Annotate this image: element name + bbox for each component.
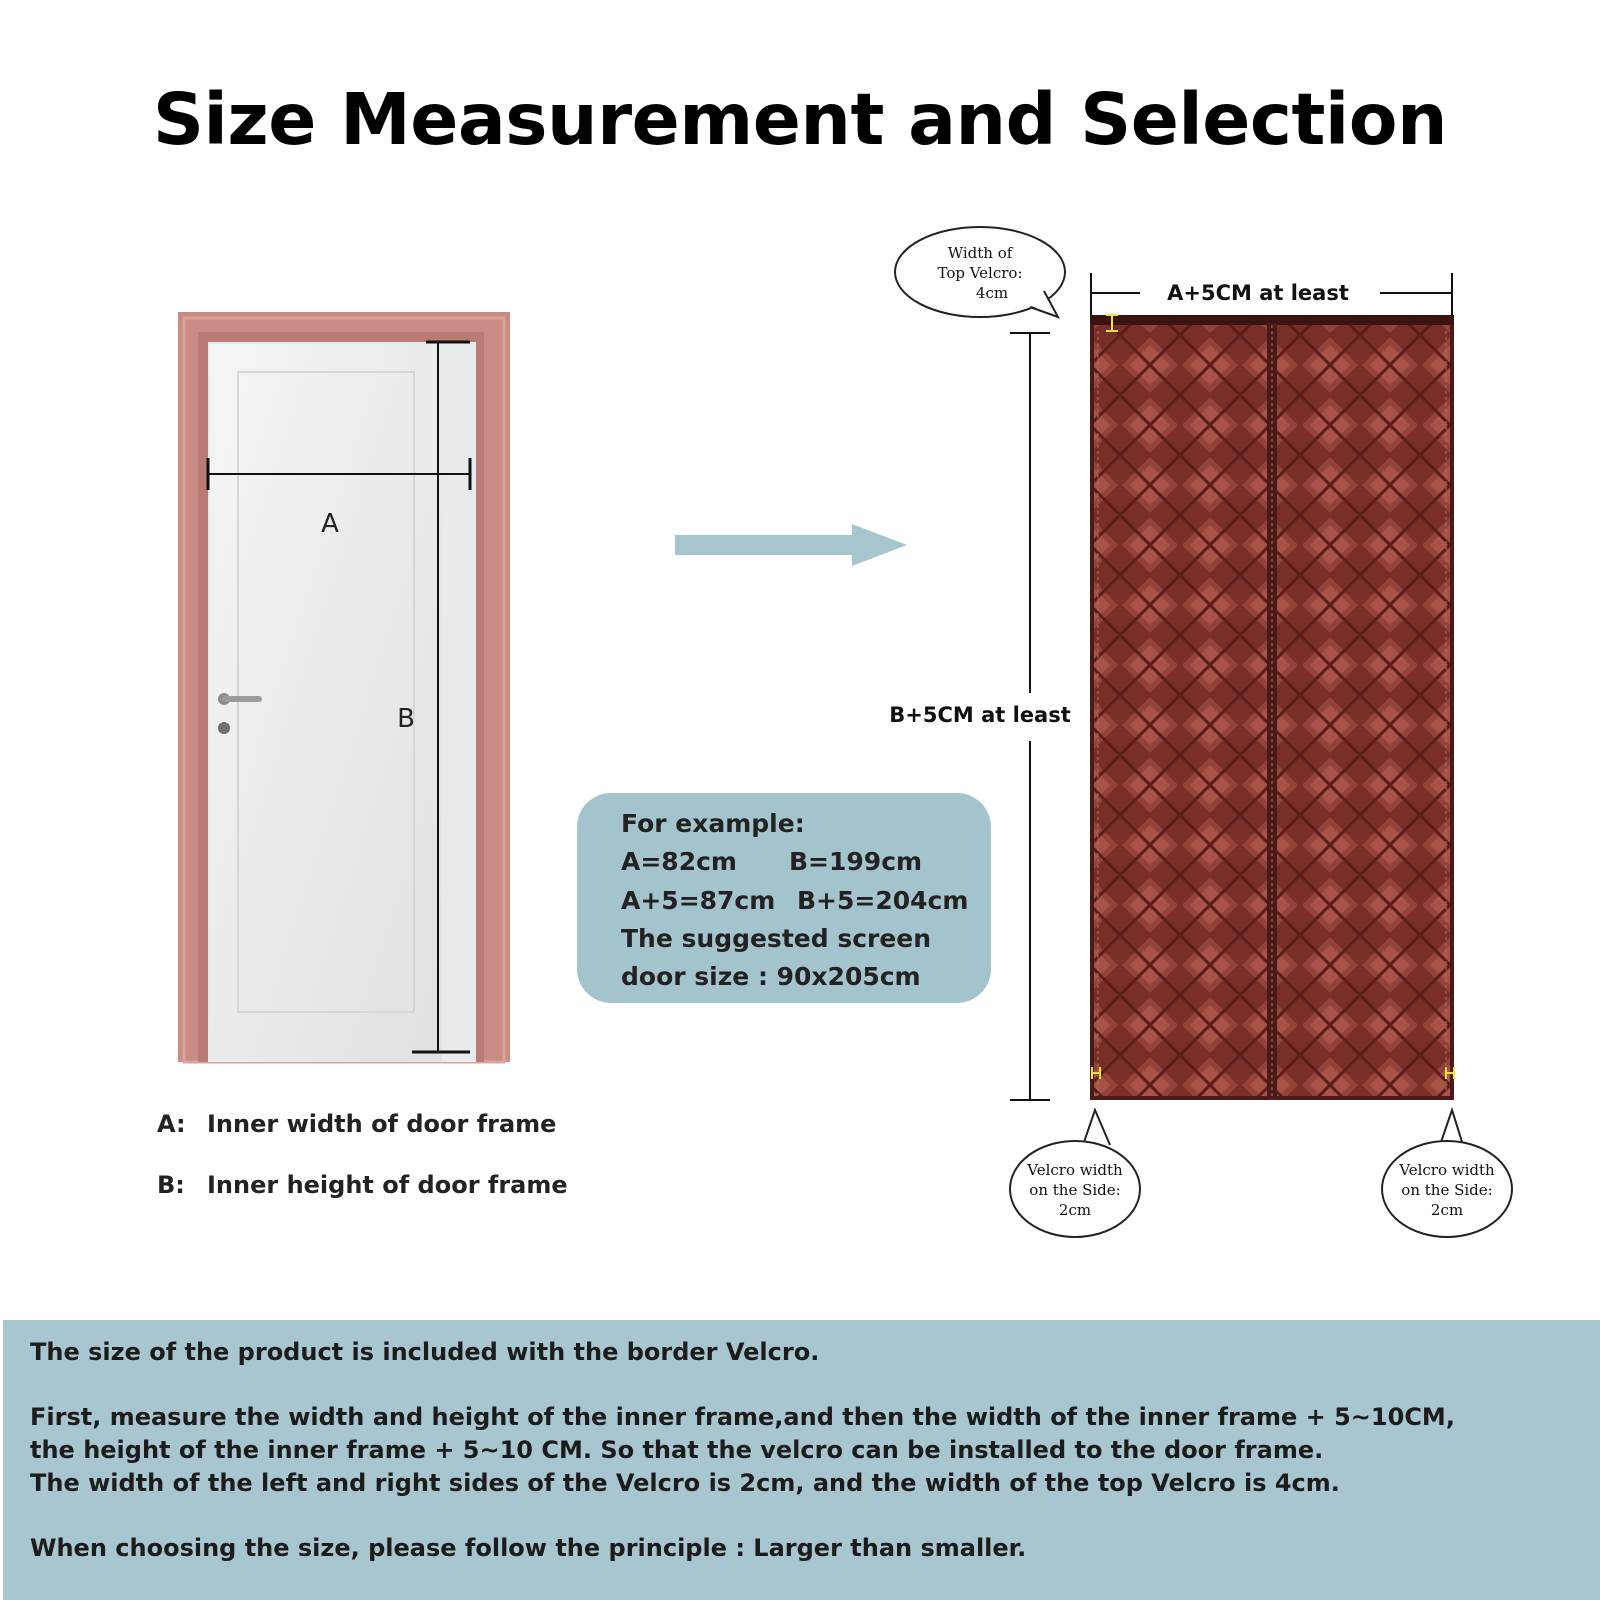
note-line-5: When choosing the size, please follow the principle : Larger than smaller. [30, 1534, 1027, 1562]
left-side-bubble [1010, 1110, 1140, 1237]
right-bubble-line2: on the Side: [1401, 1181, 1493, 1199]
example-b-value: B=199cm [789, 847, 923, 876]
width-label: A+5CM at least [1167, 281, 1349, 305]
top-bubble-line2: Top Velcro: [937, 264, 1023, 282]
right-arrow-icon [672, 522, 912, 568]
label-b: B [397, 704, 415, 734]
left-bubble-line3: 2cm [1058, 1201, 1092, 1219]
note-line-2: First, measure the width and height of the inner frame,and then the width of the inner frame + 5~10CM, [30, 1403, 1455, 1431]
top-bubble-line1: Width of [947, 244, 1013, 262]
notes-panel [3, 1320, 1600, 1600]
curtain-illustration [880, 215, 1520, 1255]
left-bubble-line1: Velcro width [1027, 1161, 1123, 1179]
note-line-1: The size of the product is included with the border Velcro. [30, 1338, 820, 1366]
note-line-4: The width of the left and right sides of the Velcro is 2cm, and the width of the top Velcro is 4cm. [30, 1469, 1340, 1497]
door-illustration [170, 300, 530, 1070]
legend-key: B: [157, 1171, 185, 1199]
note-line-3: the height of the inner frame + 5~10 CM. So that the velcro can be installed to the door frame. [30, 1436, 1324, 1464]
legend-row-b [157, 1171, 568, 1199]
example-suggest-line1: The suggested screen [621, 924, 932, 953]
example-a-plus: A+5=87cm [621, 886, 776, 915]
example-suggest-line2: door size : 90x205cm [621, 962, 921, 991]
top-bubble-line3: 4cm [975, 284, 1009, 302]
height-label: B+5CM at least [889, 703, 1071, 727]
example-heading: For example: [621, 809, 805, 838]
door-leaf [210, 344, 442, 1062]
label-a: A [321, 509, 339, 539]
left-bubble-line2: on the Side: [1029, 1181, 1121, 1199]
example-b-plus: B+5=204cm [797, 886, 969, 915]
right-bubble-line1: Velcro width [1399, 1161, 1495, 1179]
right-bubble-line3: 2cm [1430, 1201, 1464, 1219]
legend-text: Inner width of door frame [207, 1110, 557, 1138]
page-title: Size Measurement and Selection [152, 78, 1448, 161]
right-side-bubble [1382, 1110, 1512, 1237]
example-a-value: A=82cm [621, 847, 737, 876]
legend-row-a [157, 1110, 556, 1138]
legend-key: A: [157, 1110, 186, 1138]
top-velcro-bubble [895, 227, 1065, 317]
door-lock [218, 722, 230, 734]
legend-text: Inner height of door frame [207, 1171, 568, 1199]
